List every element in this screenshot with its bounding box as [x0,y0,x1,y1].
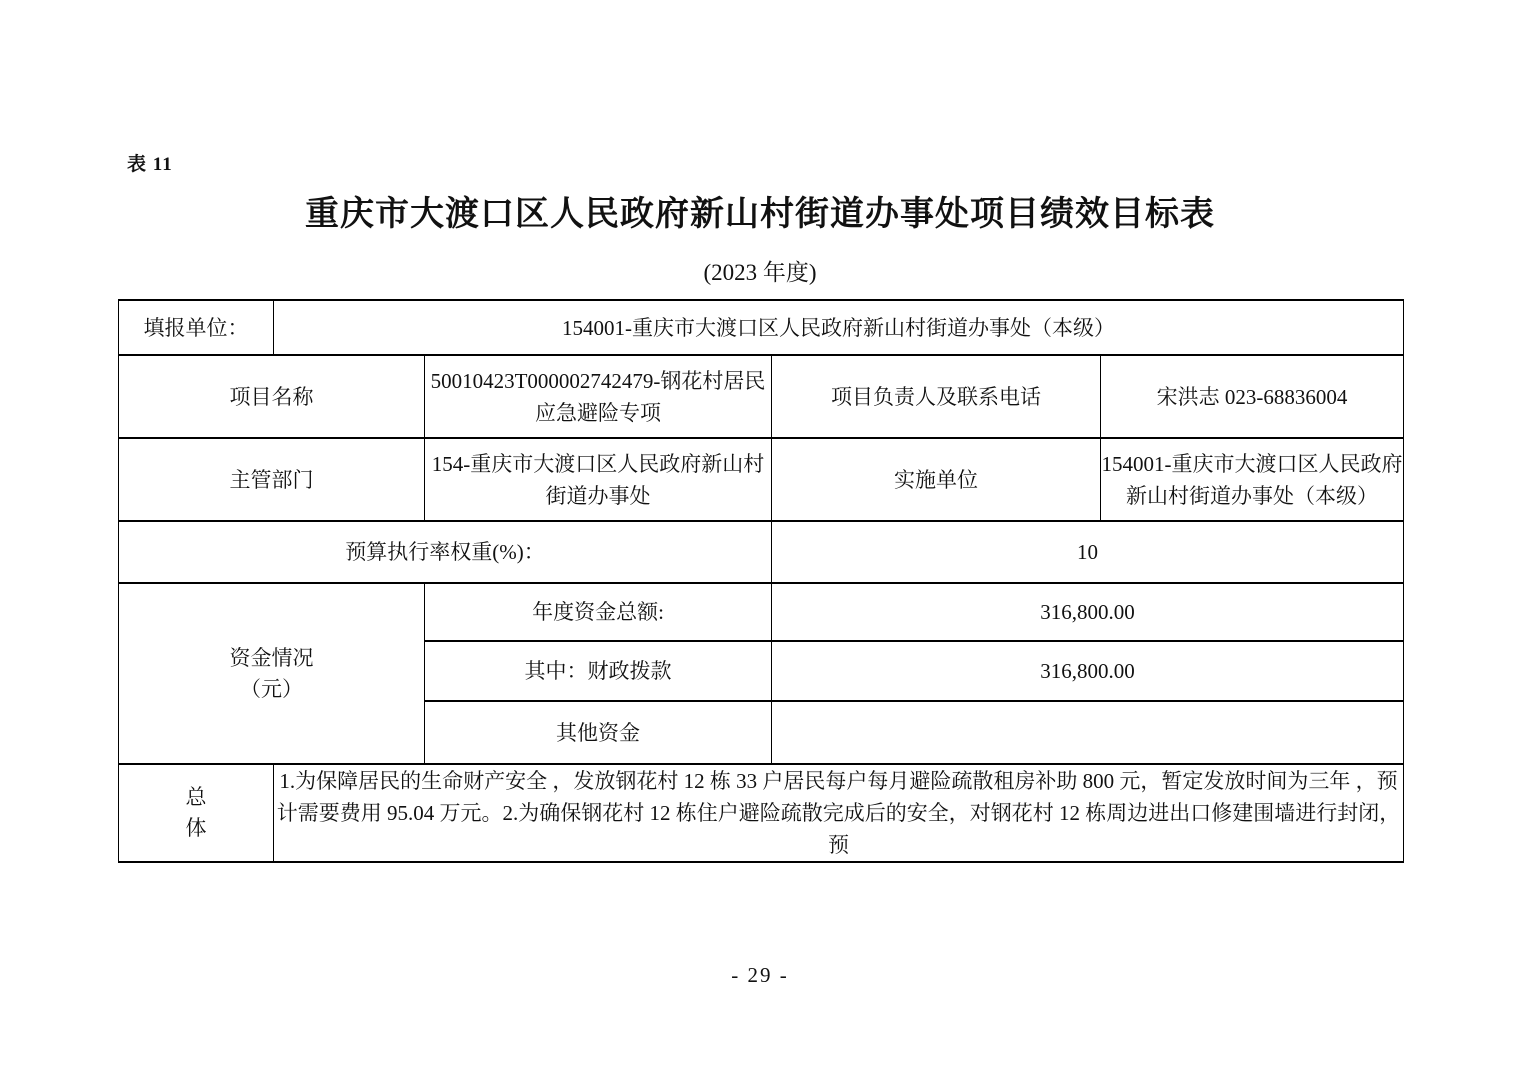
implementing-unit-value: 154001-重庆市大渡口区人民政府新山村街道办事处（本级） [1101,438,1404,521]
row-overall-goal [119,764,1404,862]
project-leader-label: 项目负责人及联系电话 [772,355,1101,438]
budget-weight-label: 预算执行率权重(%)： [119,521,772,583]
implementing-unit-label: 实施单位 [772,438,1101,521]
reporting-unit-label: 填报单位： [119,300,274,355]
funding-label-line2: （元） [240,676,303,701]
overall-label-line2: 体 [185,816,207,840]
project-leader-value: 宋洪志 023-68836004 [1101,355,1404,438]
other-funds-value [772,701,1404,764]
overall-goal-text: 1.为保障居民的生命财产安全 ，发放钢花村 12 栋 33 户居民每户每月避险疏散租房补助 800 元，暂定发放时间为三年 ，预计需要费用 95.04 万元。2.为确保钢花村 12 栋住户避险疏散完成后的安全，对钢花村 12 栋周边进出口修建围墙进行封闭，预 [274,764,1404,862]
row-annual-total [119,583,1404,641]
project-name-label: 项目名称 [119,355,425,438]
funding-label-line1: 资金情况 [229,645,314,670]
department-value: 154-重庆市大渡口区人民政府新山村街道办事处 [425,438,772,521]
row-department [119,438,1404,521]
overall-label [119,764,274,862]
overall-label-line1: 总 [185,785,207,809]
department-label: 主管部门 [119,438,425,521]
row-reporting-unit [119,300,1404,355]
page-number: - 29 - [731,963,789,987]
performance-target-table [118,299,1404,863]
table-number-label: 表 11 [127,154,173,175]
funding-section-label [119,583,425,764]
funding-label-stack [119,643,424,705]
fiscal-value: 316,800.00 [772,641,1404,701]
reporting-unit-value: 154001-重庆市大渡口区人民政府新山村街道办事处（本级） [274,300,1404,355]
document-subtitle: (2023 年度) [703,260,817,285]
row-budget-weight [119,521,1404,583]
project-name-value: 50010423T000002742479-钢花村居民应急避险专项 [425,355,772,438]
row-project-name [119,355,1404,438]
document-title: 重庆市大渡口区人民政府新山村街道办事处项目绩效目标表 [305,196,1215,233]
other-funds-label: 其他资金 [425,701,772,764]
annual-total-label: 年度资金总额: [425,583,772,641]
budget-weight-value: 10 [772,521,1404,583]
fiscal-label: 其中：财政拨款 [425,641,772,701]
annual-total-value: 316,800.00 [772,583,1404,641]
overall-label-stack [119,782,273,844]
